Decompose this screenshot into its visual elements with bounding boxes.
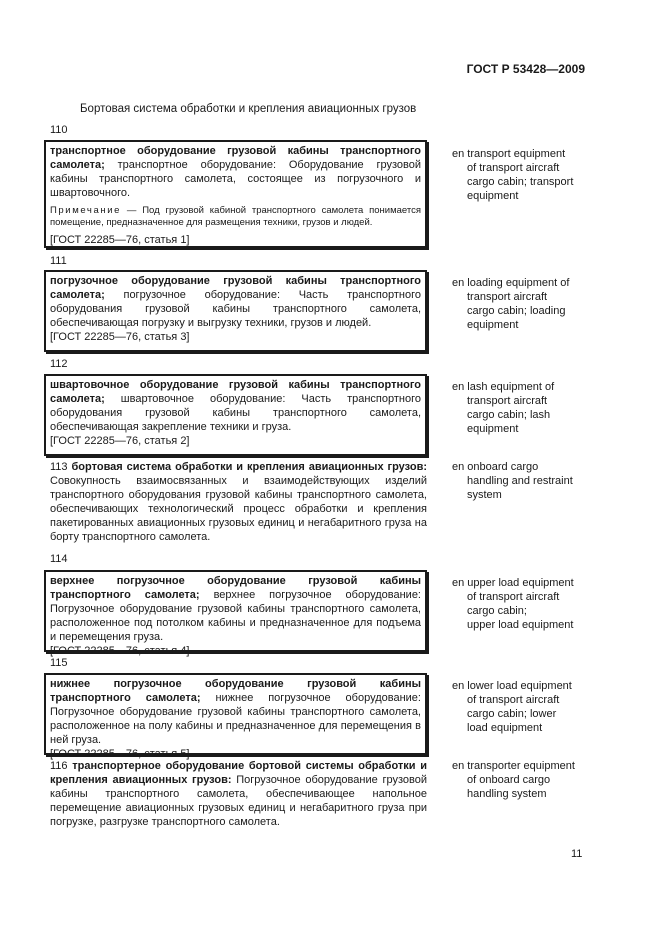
term-box — [44, 673, 427, 760]
term-entry — [50, 760, 427, 830]
en-line: upper load equipment — [467, 618, 574, 631]
en-line: cargo cabin; lower — [467, 707, 557, 720]
en-line: transport aircraft — [467, 394, 548, 407]
note-text: — Под грузовой кабиной транспортного самолета понимается помещение, предназначенное для размещения техники, грузов и людей. — [50, 204, 422, 229]
definition: Совокупность взаимосвязанных и взаимодействующих изделий транспортного оборудования грузовой кабины транспортного самолета, обеспечивающих технологический процесс обработки и крепления пакетированных авиационных грузовых единиц и негабаритного груза на борту транспортного самолета. — [50, 474, 427, 543]
definition: нижнее погрузочное оборудование: Погрузочное оборудование грузовой кабины транспортного самолета, расположенное на полу кабины и предназначенное для перемещения в ней груза. — [50, 691, 421, 746]
definition: погрузочное оборудование: Часть транспортного оборудования грузовой кабины транспортного самолета, обеспечивающая погрузку и выгрузку техники, грузов и людей. — [50, 288, 422, 329]
english-equivalent — [452, 148, 587, 204]
entry-number: 114 — [50, 553, 68, 565]
term-entry — [50, 461, 427, 544]
definition: верхнее погрузочное оборудование: Погрузочное оборудование грузовой кабины транспортного самолета, расположенное под потолком кабины и предназначенное для подъема и перемещения груза. — [50, 588, 421, 643]
en-line: equipment — [467, 189, 519, 202]
en-line: system — [467, 488, 502, 501]
source-ref: [ГОСТ 22285—76, статья 5] — [50, 747, 190, 760]
en-line: cargo cabin; — [467, 604, 527, 617]
en-line: handling system — [467, 787, 547, 800]
en-line: en lower load equipment — [452, 680, 572, 692]
term: транспортное оборудование грузовой кабины транспортного самолета; — [50, 145, 421, 171]
term: нижнее погрузочное оборудование грузовой кабины транспортного самолета; — [50, 678, 421, 704]
source-ref: [ГОСТ 22285—76, статья 1] — [50, 234, 190, 247]
en-line: cargo cabin; transport — [467, 175, 574, 188]
section-title: Бортовая система обработки и крепления авиационных грузов — [80, 103, 417, 115]
en-line: cargo cabin; lash — [467, 408, 551, 421]
source-ref: [ГОСТ 22285—76, статья 3] — [50, 330, 190, 343]
english-equivalent — [452, 760, 587, 802]
entry-number: 115 — [50, 657, 68, 669]
en-line: en onboard cargo — [452, 461, 539, 473]
en-line: equipment — [467, 318, 519, 331]
term-box — [44, 140, 427, 248]
standard-designation: ГОСТ Р 53428—2009 — [466, 62, 585, 76]
english-equivalent — [452, 381, 587, 437]
english-equivalent — [452, 577, 587, 633]
en-line: handling and restraint — [467, 474, 573, 487]
term-box — [44, 270, 427, 352]
term: транспортерное оборудование бортовой системы обработки и крепления авиационных грузов: — [50, 760, 427, 786]
english-equivalent — [452, 461, 587, 503]
en-line: equipment — [467, 422, 519, 435]
entry-number: 112 — [50, 358, 68, 370]
en-line: of transport aircraft — [467, 693, 560, 706]
en-line: cargo cabin; loading — [467, 304, 566, 317]
source-ref: [ГОСТ 22285—76, статья 4] — [50, 644, 190, 657]
entry-number: 113 — [50, 461, 68, 473]
definition: швартовочное оборудование: Часть транспортного оборудования грузовой кабины транспортного самолета, обеспечивающая закрепление техники и груза. — [50, 392, 421, 433]
en-line: of transport aircraft — [467, 590, 560, 603]
term: швартовочное оборудование грузовой кабины транспортного самолета; — [50, 379, 421, 405]
en-line: en loading equipment of — [452, 277, 570, 289]
en-line: en transport equipment — [452, 148, 566, 160]
note-label: Примечание — [50, 204, 121, 216]
term: погрузочное оборудование грузовой кабины транспортного самолета; — [50, 275, 421, 301]
definition: Погрузочное оборудование грузовой кабины транспортного самолета, обеспечивающее напольное перемещение авиационных грузовых единиц и негабаритного груза при погрузке, разгрузке транспортного самолета. — [50, 773, 427, 828]
term-box — [44, 570, 427, 657]
en-line: of onboard cargo — [467, 773, 551, 786]
en-line: load equipment — [467, 721, 543, 734]
en-line: of transport aircraft — [467, 161, 560, 174]
source-ref: [ГОСТ 22285—76, статья 2] — [50, 434, 190, 447]
entry-number: 111 — [50, 255, 67, 267]
page-number: 11 — [571, 848, 583, 860]
english-equivalent — [452, 680, 587, 736]
definition: транспортное оборудование: Оборудование грузовой кабины транспортного самолета, состоящее из погрузочного и швартовочного. — [50, 158, 421, 199]
term-box — [44, 374, 427, 456]
term: верхнее погрузочное оборудование грузовой кабины транспортного самолета; — [50, 575, 421, 601]
en-line: en lash equipment of — [452, 381, 555, 393]
entry-number: 116 — [50, 760, 68, 772]
term: бортовая система обработки и крепления авиационных грузов: — [71, 461, 427, 473]
en-line: en upper load equipment — [452, 577, 574, 589]
english-equivalent — [452, 277, 587, 333]
en-line: transport aircraft — [467, 290, 548, 303]
entry-number: 110 — [50, 124, 68, 136]
en-line: en transporter equipment — [452, 760, 575, 772]
